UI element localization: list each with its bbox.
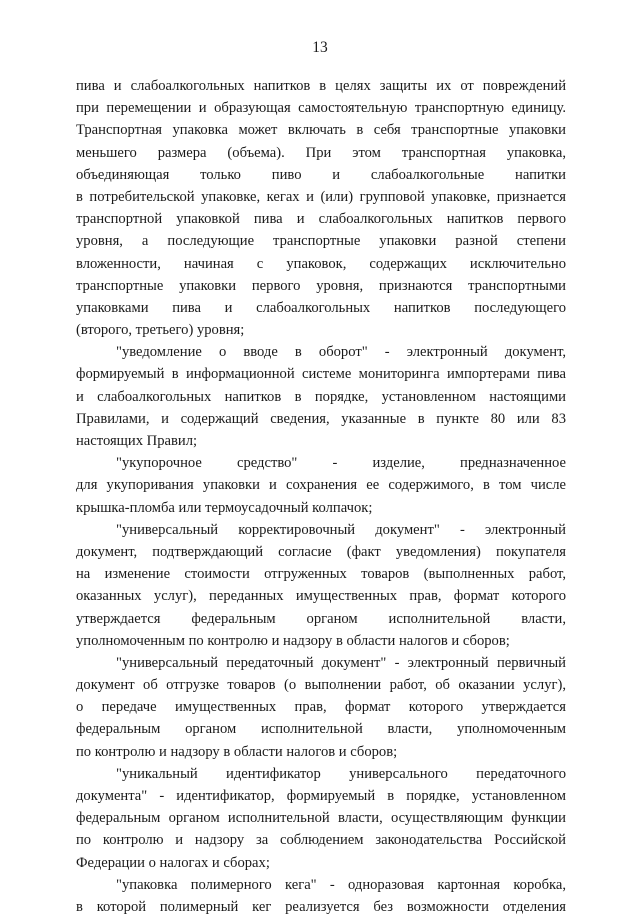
text-line: для укупоривания упаковки и сохранения ее содержимого, в том числе [76,477,566,494]
text-line: настоящих Правил; [76,433,198,449]
text-line: при перемещении и образующая самостоятельную транспортную единицу. [76,100,566,117]
text-line: крышка-пломба или термоусадочный колпачок; [76,499,373,516]
text-line: (второго, третьего) уровня; [76,322,245,339]
paragraph-first-line: "укупорочное средство" - изделие, предназначенное [116,455,566,472]
text-line: уровня, а последующие транспортные упаковки разной степени [76,233,566,250]
text-line: о передаче имущественных прав, формат которого утверждается [76,699,566,716]
text-line: Правилами, и содержащий сведения, указанные в пункте 80 или 83 [76,410,566,427]
page-number: 13 [312,39,328,56]
text-line: пива и слабоалкогольных напитков в целях защиты их от повреждений [76,78,566,94]
text-line: вложенности, начиная с упаковок, содержащих исключительно [76,255,566,272]
text-line: упаковками пива и слабоалкогольных напитков последующего [76,299,566,316]
text-line: федеральным органом исполнительной власти, осуществляющим функции [76,810,566,827]
paragraph-first-line: "уникальный идентификатор универсального передаточного [116,765,566,782]
text-line: документ об отгрузке товаров (о выполнении работ, об оказании услуг), [76,677,566,694]
text-line: Транспортная упаковка может включать в себя транспортные упаковки [76,122,566,139]
text-line: транспортные упаковки первого уровня, признаются транспортными [76,277,566,294]
text-line: документ, подтверждающий согласие (факт уведомления) покупателя [76,543,566,560]
text-line: меньшего размера (объема). При этом транспортная упаковка, [76,144,566,161]
text-line: Федерации о налогах и сборах; [76,854,270,871]
text-line: уполномоченным по контролю и надзору в области налогов и сборов; [76,632,510,649]
paragraph-first-line: "универсальный корректировочный документ" - электронный [116,521,566,538]
text-line: в которой полимерный кег реализуется без возможности отделения [76,898,566,915]
text-line: транспортной упаковкой пива и слабоалкогольных напитков первого [76,211,566,228]
paragraph-first-line: "упаковка полимерного кега" - одноразовая картонная коробка, [116,876,566,893]
text-line: по контролю и надзору за соблюдением законодательства Российской [76,832,566,849]
text-line: в потребительской упаковке, кегах и (или) групповой упаковке, признается [76,188,566,205]
text-line: оказанных услуг), переданных имущественных прав, формат которого [76,588,566,605]
paragraph-first-line: "уведомление о вводе в оборот" - электронный документ, [116,344,566,361]
text-line: и слабоалкогольных напитков в порядке, установленном настоящими [76,388,566,405]
text-line: формируемый в информационной системе мониторинга импортерами пива [76,366,566,383]
text-line: объединяющая только пиво и слабоалкогольные напитки [76,166,566,183]
text-line: федеральным органом исполнительной власти, уполномоченным [76,721,566,738]
paragraph-first-line: "универсальный передаточный документ" - электронный первичный [116,654,566,671]
body-text [76,75,566,918]
text-line: по контролю и надзору в области налогов и сборов; [76,743,398,760]
text-line: документа" - идентификатор, формируемый в порядке, установленном [76,788,566,804]
text-line: утверждается федеральным органом исполнительной власти, [76,610,566,627]
text-line: на изменение стоимости отгруженных товаров (выполненных работ, [76,566,566,583]
